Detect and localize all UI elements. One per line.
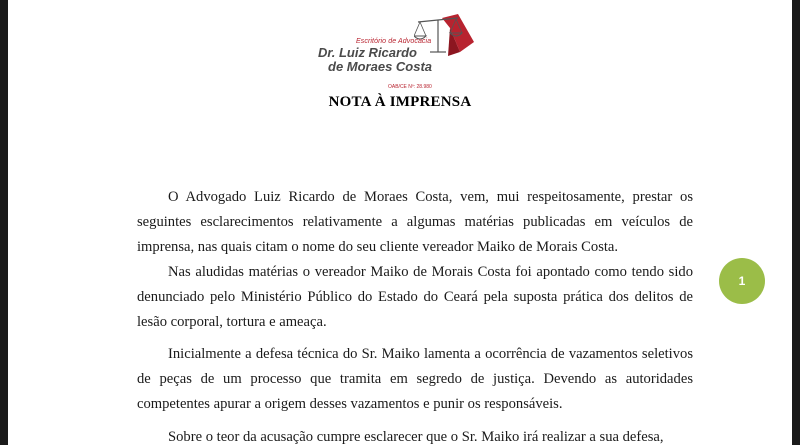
paragraph-2: Nas aludidas matérias o vereador Maiko de Morais Costa foi apontado como tendo sido denunciado pelo Ministério Público do Estado do Ceará pela suposta prática dos delitos de lesão corporal, tortura e ameaça. (137, 264, 693, 330)
paragraph-3: Inicialmente a defesa técnica do Sr. Maiko lamenta a ocorrência de vazamentos seletivos de peças de um processo que tramita em segredo de justiça. Devendo as autoridades competentes apurar a origem desses vazamentos e punir os responsáveis. (137, 346, 693, 412)
page-number-badge[interactable]: 1 (719, 258, 765, 304)
document-title: NOTA À IMPRENSA (328, 94, 472, 110)
letterhead (308, 8, 488, 96)
letterhead-name-line1: Dr. Luiz Ricardo (318, 45, 417, 60)
paragraph-1: O Advogado Luiz Ricardo de Moraes Costa, vem, mui respeitosamente, prestar os seguintes esclarecimentos relativamente a algumas matérias publicadas em veículos de imprensa, nas quais citam o nome do seu cliente vereador Maiko de Morais Costa. (137, 189, 693, 255)
paragraph-4: Sobre o teor da acusação cumpre esclarecer que o Sr. Maiko irá realizar a sua defesa, (168, 429, 664, 445)
letterhead-name-line2: de Moraes Costa (328, 59, 433, 74)
letterhead-oab-number: OAB/CE Nº: 28.980 (388, 84, 432, 90)
letterhead-subtitle: Escritório de Advocacia (356, 38, 432, 45)
document-page (8, 0, 792, 445)
scales-of-justice-logo (414, 12, 476, 60)
